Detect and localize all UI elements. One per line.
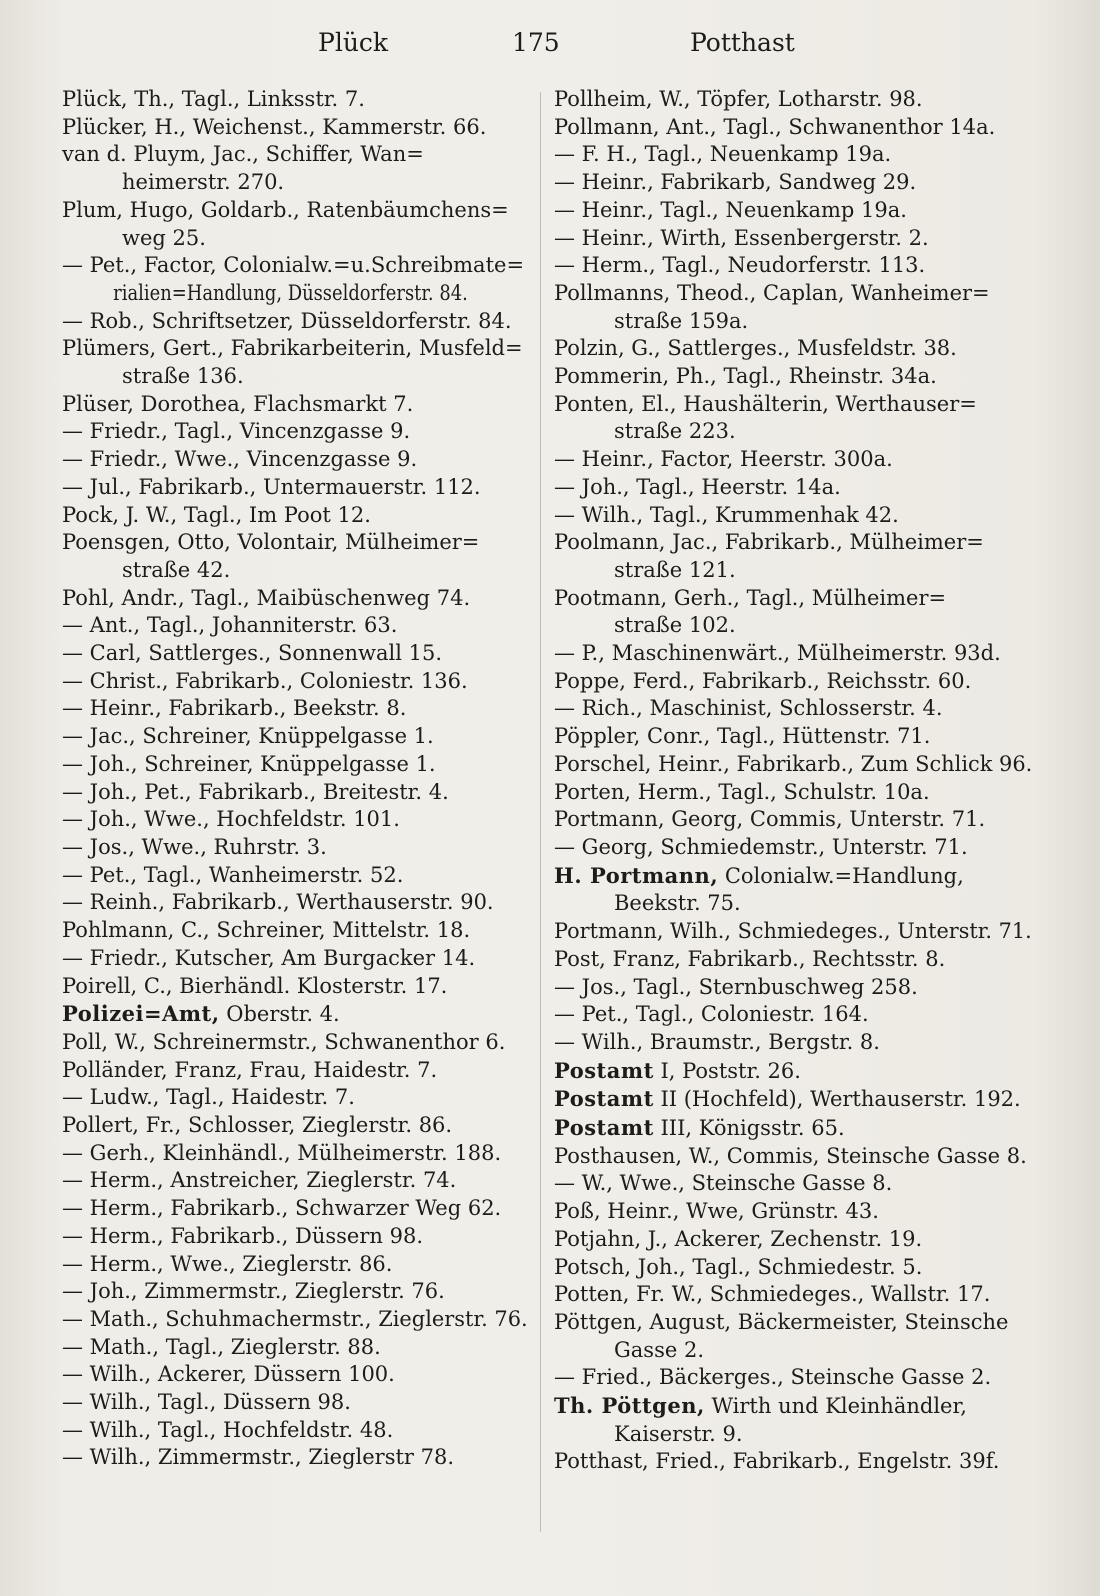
directory-entry [62,1084,528,1112]
entry-text: Pommerin, Ph., Tagl., Rheinstr. 34a. [554,364,937,389]
directory-entry [62,640,528,668]
directory-entry [62,141,528,196]
directory-entry [62,723,528,751]
entry-bold-name: H. Portmann, [554,862,719,888]
directory-entry [62,1444,528,1472]
entry-text: — Herm., Tagl., Neudorferstr. 113. [554,253,926,278]
directory-entry [554,1254,1032,1282]
directory-entry [554,1114,1032,1143]
header-right-keyword: Potthast [690,28,795,57]
entry-text: Pollert, Fr., Schlosser, Zieglerstr. 86. [62,1113,453,1138]
entry-bold-name: Polizei=Amt, [62,1001,220,1027]
directory-entry [554,640,1032,668]
directory-entry [62,1057,528,1085]
directory-entry [62,114,528,142]
entry-bold-name: Postamt [554,1115,654,1141]
directory-entry [554,86,1032,114]
directory-entry [554,1170,1032,1198]
directory-entry [62,834,528,862]
directory-entry [62,1223,528,1251]
entry-continuation: Gasse 2. [614,1337,704,1362]
entry-text: — Wilh., Braumstr., Bergstr. 8. [554,1029,880,1054]
entry-text: Pock, J. W., Tagl., Im Poot 12. [62,502,371,527]
directory-entry [554,141,1032,169]
entry-text: — Wilh., Ackerer, Düssern 100. [62,1362,395,1387]
entry-bold-name: Th. Pöttgen, [554,1393,705,1419]
header-left-keyword: Plück [318,28,389,57]
directory-entry [62,1306,528,1334]
entry-text: I, Poststr. 26. [653,1058,801,1083]
entry-text: Post, Franz, Fabrikarb., Rechtsstr. 8. [554,946,946,971]
entry-text: Poensgen, Otto, Volontair, Mülheimer= [62,530,480,555]
entry-text: — Ludw., Tagl., Haidestr. 7. [62,1085,355,1110]
entry-text: — Herm., Anstreicher, Zieglerstr. 74. [62,1168,457,1193]
entry-bold-name: Postamt [554,1057,654,1083]
entry-text: III, Königsstr. 65. [653,1116,845,1141]
directory-entry [554,695,1032,723]
entry-continuation: straße 102. [614,613,736,638]
entry-text: — Jul., Fabrikarb., Untermauerstr. 112. [62,474,481,499]
directory-entry [62,252,528,307]
entry-text: — Jac., Schreiner, Knüppelgasse 1. [62,724,434,749]
entry-continuation: weg 25. [122,225,206,250]
entry-text: — Ant., Tagl., Johanniterstr. 63. [62,613,398,638]
entry-text: — Rob., Schriftsetzer, Düsseldorferstr. 84. [62,308,512,333]
entry-bold-name: Postamt [554,1086,654,1112]
directory-entry [554,169,1032,197]
directory-entry [62,308,528,336]
directory-entry [62,668,528,696]
directory-entry [62,335,528,390]
entry-text: Potten, Fr. W., Schmiedeges., Wallstr. 17. [554,1282,991,1307]
entry-text: — Friedr., Kutscher, Am Burgacker 14. [62,945,476,970]
directory-entry [554,1085,1032,1114]
entry-text: Portmann, Wilh., Schmiedeges., Unterstr. 71. [554,919,1032,944]
directory-entry [554,1281,1032,1309]
entry-continuation: straße 159a. [614,308,749,333]
entry-text: Porten, Herm., Tagl., Schulstr. 10a. [554,779,930,804]
left-column [62,86,528,1472]
entry-text: Pollmann, Ant., Tagl., Schwanenthor 14a. [554,114,996,139]
directory-entry [554,862,1032,918]
entry-text: Pöppler, Conr., Tagl., Hüttenstr. 71. [554,724,931,749]
directory-entry [554,1309,1032,1364]
directory-entry [62,1334,528,1362]
directory-entry [554,1198,1032,1226]
directory-entry [554,946,1032,974]
entry-text: Poß, Heinr., Wwe, Grünstr. 43. [554,1199,879,1224]
directory-entry [554,1364,1032,1392]
entry-text: Pöttgen, August, Bäckermeister, Steinsche [554,1309,1009,1334]
entry-text: Posthausen, W., Commis, Steinsche Gasse 8. [554,1143,1027,1168]
directory-entry [554,1001,1032,1029]
directory-entry [554,1392,1032,1448]
entry-continuation: straße 136. [122,364,244,389]
directory-entry [62,1112,528,1140]
entry-text: — Math., Schuhmachermstr., Zieglerstr. 76. [62,1306,528,1331]
directory-entry [554,585,1032,640]
entry-text: — Herm., Fabrikarb., Schwarzer Weg 62. [62,1196,502,1221]
entry-text: — Christ., Fabrikarb., Coloniestr. 136. [62,668,468,693]
directory-entry [554,806,1032,834]
directory-entry [554,363,1032,391]
directory-entry [62,862,528,890]
directory-entry [554,668,1032,696]
entry-text: — Pet., Tagl., Wanheimerstr. 52. [62,862,404,887]
entry-text: Oberstr. 4. [219,1002,340,1027]
entry-text: — Friedr., Wwe., Vincenzgasse 9. [62,447,418,472]
directory-entry [62,502,528,530]
entry-text: Potsch, Joh., Tagl., Schmiedestr. 5. [554,1254,923,1279]
directory-entry [62,1140,528,1168]
entry-text: — Joh., Wwe., Hochfeldstr. 101. [62,807,400,832]
directory-entry [554,723,1032,751]
directory-entry [62,1029,528,1057]
directory-entry [554,391,1032,446]
entry-text: — Jos., Wwe., Ruhrstr. 3. [62,834,327,859]
entry-text: — Reinh., Fabrikarb., Werthauserstr. 90. [62,890,494,915]
entry-text: Plücker, H., Weichenst., Kammerstr. 66. [62,114,487,139]
entry-text: Plum, Hugo, Goldarb., Ratenbäumchens= [62,197,509,222]
directory-entry [62,945,528,973]
entry-text: — Wilh., Tagl., Düssern 98. [62,1390,351,1415]
directory-entry [554,502,1032,530]
entry-continuation: straße 223. [614,419,736,444]
entry-text: — Pet., Factor, Colonialw.=u.Schreibmate= [62,253,525,278]
directory-entry [62,1278,528,1306]
entry-text: Pohlmann, C., Schreiner, Mittelstr. 18. [62,918,471,943]
entry-text: — Heinr., Wirth, Essenbergerstr. 2. [554,225,929,250]
entry-text: — F. H., Tagl., Neuenkamp 19a. [554,142,892,167]
directory-entry [554,446,1032,474]
directory-entry [62,806,528,834]
entry-text: — Joh., Pet., Fabrikarb., Breitestr. 4. [62,779,449,804]
entry-text: — Jos., Tagl., Sternbuschweg 258. [554,974,918,999]
entry-text: Pollheim, W., Töpfer, Lotharstr. 98. [554,87,923,111]
entry-text: Poirell, C., Bierhändl. Klosterstr. 17. [62,973,448,998]
entry-text: — Georg, Schmiedemstr., Unterstr. 71. [554,834,968,859]
entry-text: — Math., Tagl., Zieglerstr. 88. [62,1334,381,1359]
directory-entry [62,612,528,640]
entry-text: Polzin, G., Sattlerges., Musfeldstr. 38. [554,336,957,361]
directory-entry [554,335,1032,363]
directory-entry [554,974,1032,1002]
directory-entry [554,1226,1032,1254]
entry-text: Potthast, Fried., Fabrikarb., Engelstr. 39f. [554,1449,1000,1474]
entry-text: Portmann, Georg, Commis, Unterstr. 71. [554,807,986,832]
entry-text: Plüser, Dorothea, Flachsmarkt 7. [62,391,414,416]
directory-entry [554,918,1032,946]
directory-entry [62,197,528,252]
entry-text: — Fried., Bäckerges., Steinsche Gasse 2. [554,1365,992,1390]
right-column [554,86,1032,1476]
entry-text: Pootmann, Gerh., Tagl., Mülheimer= [554,585,947,610]
directory-entry [62,1000,528,1029]
directory-entry [554,225,1032,253]
entry-text: Wirth und Kleinhändler, [704,1394,967,1419]
directory-entry [554,834,1032,862]
entry-text: — P., Maschinenwärt., Mülheimerstr. 93d. [554,641,1001,666]
directory-entry [62,1167,528,1195]
entry-text: — Pet., Tagl., Coloniestr. 164. [554,1002,869,1027]
entry-text: van d. Pluym, Jac., Schiffer, Wan= [62,142,424,167]
directory-entry [62,917,528,945]
directory-entry [62,529,528,584]
entry-text: Pohl, Andr., Tagl., Maibüschenweg 74. [62,585,471,610]
directory-entry [62,1251,528,1279]
directory-entry [554,1143,1032,1171]
entry-text: Porschel, Heinr., Fabrikarb., Zum Schlick 96. [554,751,1033,776]
directory-entry [554,1029,1032,1057]
directory-entry [554,1448,1032,1476]
entry-text: Poll, W., Schreinermstr., Schwanenthor 6. [62,1029,506,1054]
entry-text: — Wilh., Tagl., Krummenhak 42. [554,502,899,527]
entry-text: Ponten, El., Haushälterin, Werthauser= [554,391,977,416]
directory-entry [62,391,528,419]
directory-entry [62,418,528,446]
entry-text: — W., Wwe., Steinsche Gasse 8. [554,1171,893,1196]
entry-text: — Heinr., Fabrikarb., Beekstr. 8. [62,696,407,721]
entry-text: — Carl, Sattlerges., Sonnenwall 15. [62,641,443,666]
directory-entry [62,1417,528,1445]
directory-entry [554,779,1032,807]
entry-text: Polländer, Franz, Frau, Haidestr. 7. [62,1057,438,1082]
entry-text: — Heinr., Fabrikarb, Sandweg 29. [554,170,917,195]
entry-continuation: rialien=Handlung, Düsseldorferstr. 84. [113,280,468,305]
entry-continuation: straße 42. [122,557,231,582]
directory-entry [554,114,1032,142]
entry-continuation: Beekstr. 75. [614,891,741,916]
directory-entry [62,779,528,807]
directory-entry [554,529,1032,584]
entry-continuation: heimerstr. 270. [122,170,285,195]
directory-entry [62,446,528,474]
entry-text: — Friedr., Tagl., Vincenzgasse 9. [62,419,411,444]
directory-entry [554,1057,1032,1086]
directory-entry [62,973,528,1001]
column-divider [540,92,541,1532]
entry-text: — Herm., Wwe., Zieglerstr. 86. [62,1251,393,1276]
directory-entry [62,695,528,723]
entry-text: — Wilh., Tagl., Hochfeldstr. 48. [62,1417,394,1442]
directory-entry [62,1389,528,1417]
entry-text: — Joh., Zimmermstr., Zieglerstr. 76. [62,1279,445,1304]
directory-entry [62,751,528,779]
page-header [0,28,1100,64]
entry-text: Plümers, Gert., Fabrikarbeiterin, Musfeld= [62,336,523,361]
entry-text: Colonialw.=Handlung, [718,863,964,888]
directory-entry [554,197,1032,225]
directory-entry [554,252,1032,280]
directory-entry [62,86,528,114]
entry-text: — Gerh., Kleinhändl., Mülheimerstr. 188. [62,1140,502,1165]
entry-text: — Heinr., Tagl., Neuenkamp 19a. [554,197,907,222]
directory-entry [62,1361,528,1389]
entry-text: — Rich., Maschinist, Schlosserstr. 4. [554,696,943,721]
directory-entry [554,751,1032,779]
entry-text: Poolmann, Jac., Fabrikarb., Mülheimer= [554,530,984,555]
entry-text: II (Hochfeld), Werthauserstr. 192. [653,1087,1021,1112]
entry-text: Plück, Th., Tagl., Linksstr. 7. [62,87,365,111]
directory-entry [62,474,528,502]
page-number: 175 [512,28,560,57]
entry-text: — Herm., Fabrikarb., Düssern 98. [62,1223,423,1248]
entry-text: Potjahn, J., Ackerer, Zechenstr. 19. [554,1226,923,1251]
entry-text: — Joh., Tagl., Heerstr. 14a. [554,474,841,499]
directory-entry [554,474,1032,502]
directory-entry [62,1195,528,1223]
entry-text: — Joh., Schreiner, Knüppelgasse 1. [62,751,436,776]
directory-entry [554,280,1032,335]
entry-text: Pollmanns, Theod., Caplan, Wanheimer= [554,280,990,305]
directory-entry [62,585,528,613]
entry-text: — Heinr., Factor, Heerstr. 300a. [554,447,893,472]
entry-continuation: straße 121. [614,557,736,582]
entry-text: Poppe, Ferd., Fabrikarb., Reichsstr. 60. [554,668,972,693]
entry-text: — Wilh., Zimmermstr., Zieglerstr 78. [62,1445,455,1470]
entry-continuation: Kaiserstr. 9. [614,1421,743,1446]
directory-entry [62,889,528,917]
